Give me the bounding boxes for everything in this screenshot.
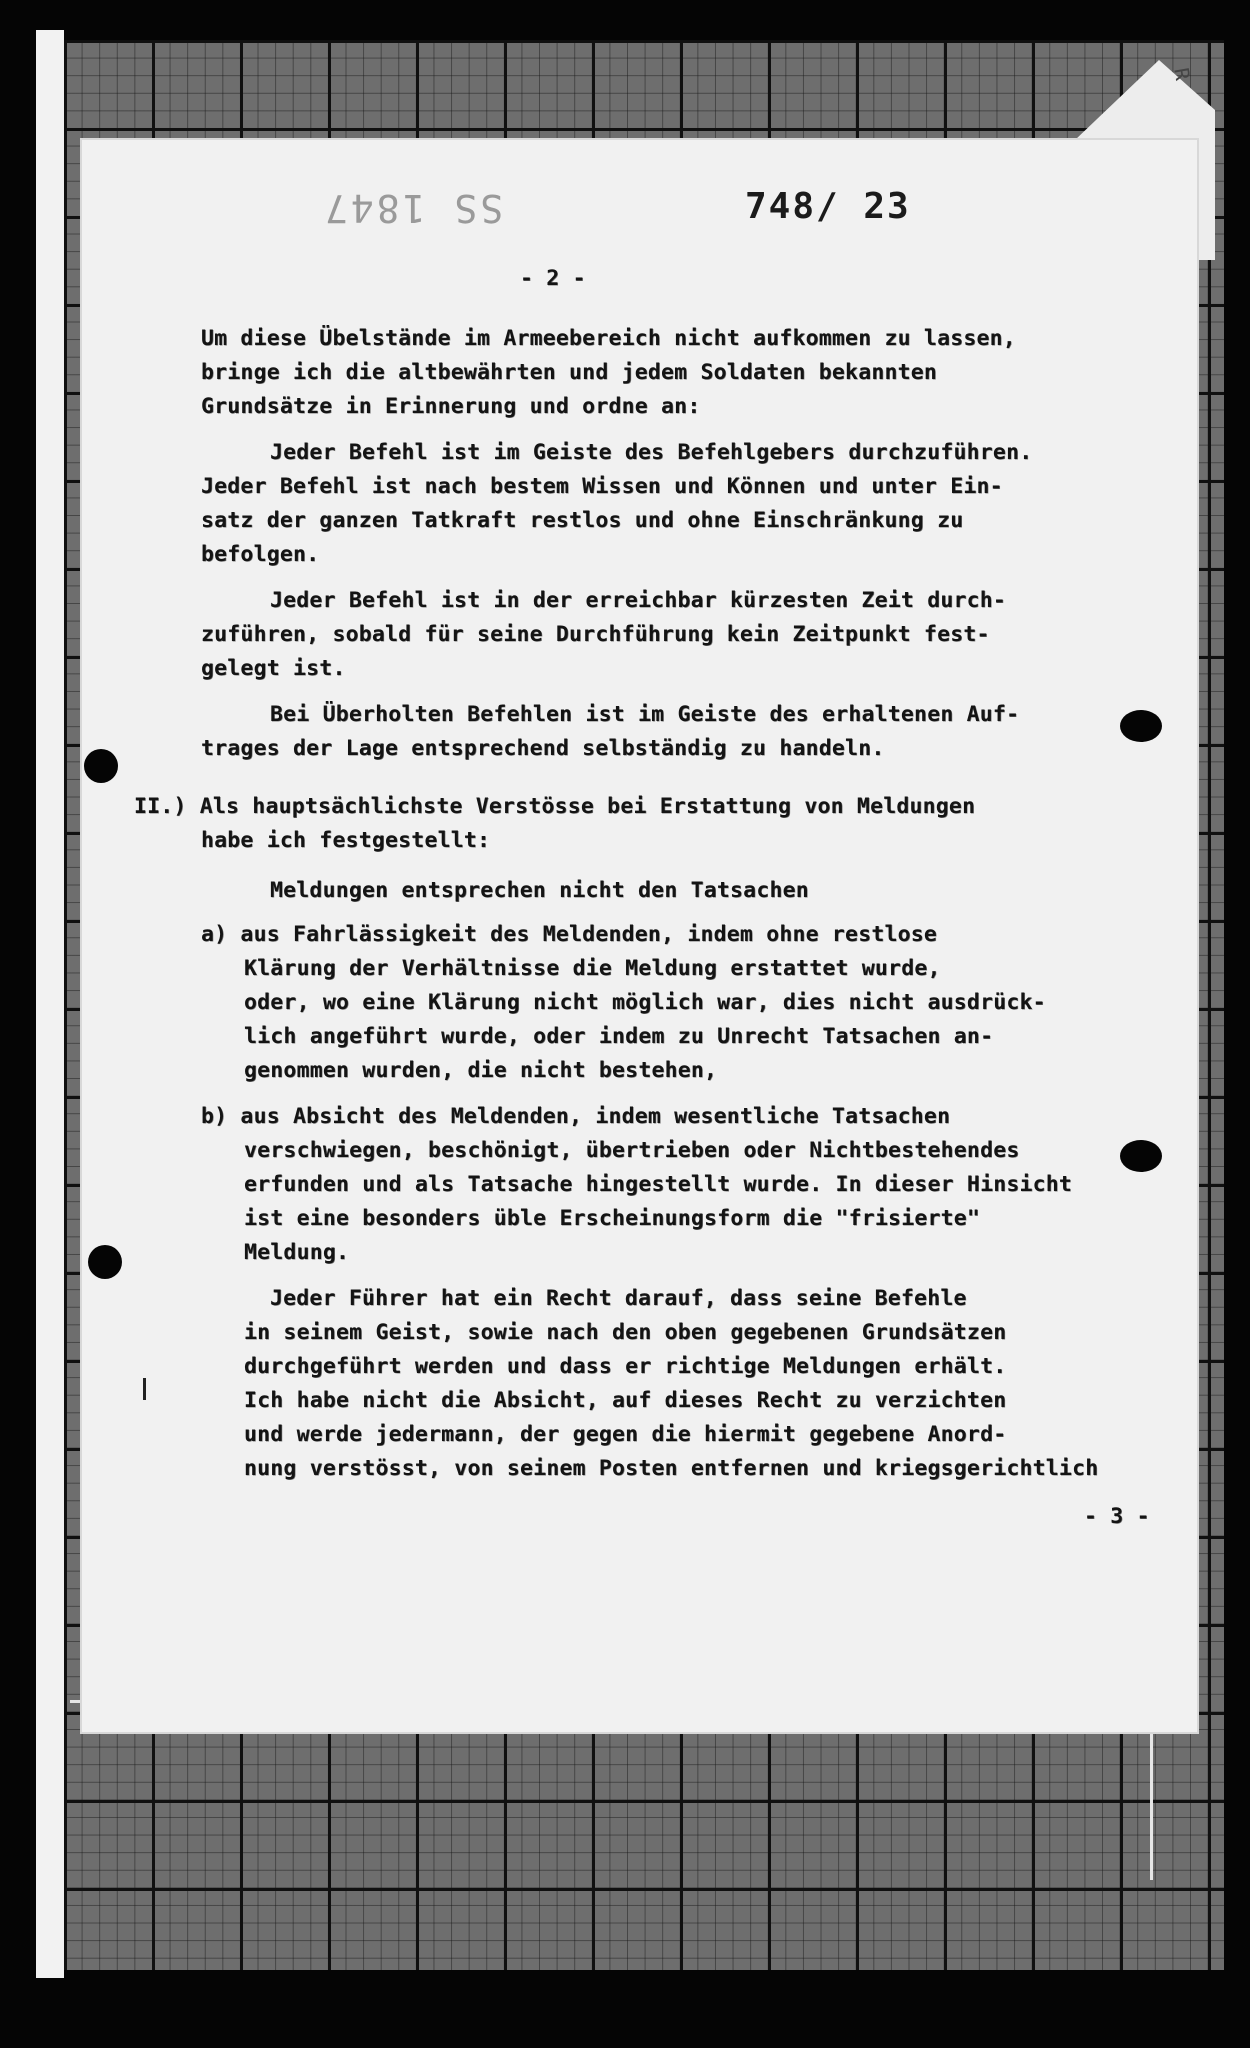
punch-hole [1120, 710, 1162, 742]
text-line: Klärung der Verhältnisse die Meldung erstattet wurde, [244, 956, 941, 981]
punch-hole [1120, 1140, 1162, 1172]
text-line: in seinem Geist, sowie nach den oben gegebenen Grundsätzen [244, 1320, 1007, 1345]
text-line: Meldungen entsprechen nicht den Tatsachen [270, 878, 809, 903]
corner-mark: R [1169, 65, 1195, 83]
text-line: satz der ganzen Tatkraft restlos und ohne Einschränkung zu [201, 508, 964, 533]
film-edge-strip [36, 30, 64, 1978]
mirrored-archive-stamp: SS 1847 [322, 186, 504, 230]
page-number: - 2 - [520, 266, 586, 291]
text-line: Jeder Befehl ist im Geiste des Befehlgebers durchzuführen. [270, 440, 1033, 465]
text-line: Um diese Übelstände im Armeebereich nicht aufkommen zu lassen, [201, 326, 1016, 351]
text-line: lich angeführt wurde, oder indem zu Unrecht Tatsachen an- [244, 1024, 994, 1049]
punch-hole [84, 749, 118, 783]
text-line: Jeder Befehl ist nach bestem Wissen und Können und unter Ein- [201, 474, 1003, 499]
text-line: ist eine besonders üble Erscheinungsform die "frisierte" [244, 1206, 981, 1231]
text-line: Meldung. [244, 1240, 350, 1265]
text-line: Bei Überholten Befehlen ist im Geiste des erhaltenen Auf- [270, 702, 1020, 727]
text-line: nung verstösst, von seinem Posten entfernen und kriegsgerichtlich [244, 1456, 1099, 1481]
text-line: oder, wo eine Klärung nicht möglich war, dies nicht ausdrück- [244, 990, 1046, 1015]
punch-hole [88, 1245, 122, 1279]
text-line: befolgen. [201, 542, 320, 567]
text-line: erfunden und als Tatsache hingestellt wurde. In dieser Hinsicht [244, 1172, 1073, 1197]
text-line: b) aus Absicht des Meldenden, indem wesentliche Tatsachen [201, 1104, 951, 1129]
text-line: gelegt ist. [201, 656, 346, 681]
text-line: Jeder Führer hat ein Recht darauf, dass seine Befehle [270, 1286, 967, 1311]
margin-tick-mark [143, 1378, 146, 1400]
text-line: habe ich festgestellt: [201, 828, 491, 853]
text-line: Ich habe nicht die Absicht, auf dieses Recht zu verzichten [244, 1388, 1007, 1413]
text-line: bringe ich die altbewährten und jedem Soldaten bekannten [201, 360, 938, 385]
text-line: II.) Als hauptsächlichste Verstösse bei Erstattung von Meldungen [134, 794, 976, 819]
text-line: und werde jedermann, der gegen die hiermit gegebene Anord- [244, 1422, 1007, 1447]
next-page-marker: - 3 - [1084, 1504, 1150, 1529]
text-line: trages der Lage entsprechend selbständig zu handeln. [201, 736, 885, 761]
text-line: a) aus Fahrlässigkeit des Meldenden, indem ohne restlose [201, 922, 938, 947]
text-line: verschwiegen, beschönigt, übertrieben oder Nichtbestehendes [244, 1138, 1020, 1163]
text-line: durchgeführt werden und dass er richtige Meldungen erhält. [244, 1354, 1007, 1379]
text-line: genommen wurden, die nicht bestehen, [244, 1058, 718, 1083]
text-line: zuführen, sobald für seine Durchführung kein Zeitpunkt fest- [201, 622, 990, 647]
text-line: Grundsätze in Erinnerung und ordne an: [201, 394, 701, 419]
archive-number-stamp: 748/ 23 [745, 186, 911, 227]
text-line: Jeder Befehl ist in der erreichbar kürzesten Zeit durch- [270, 588, 1007, 613]
